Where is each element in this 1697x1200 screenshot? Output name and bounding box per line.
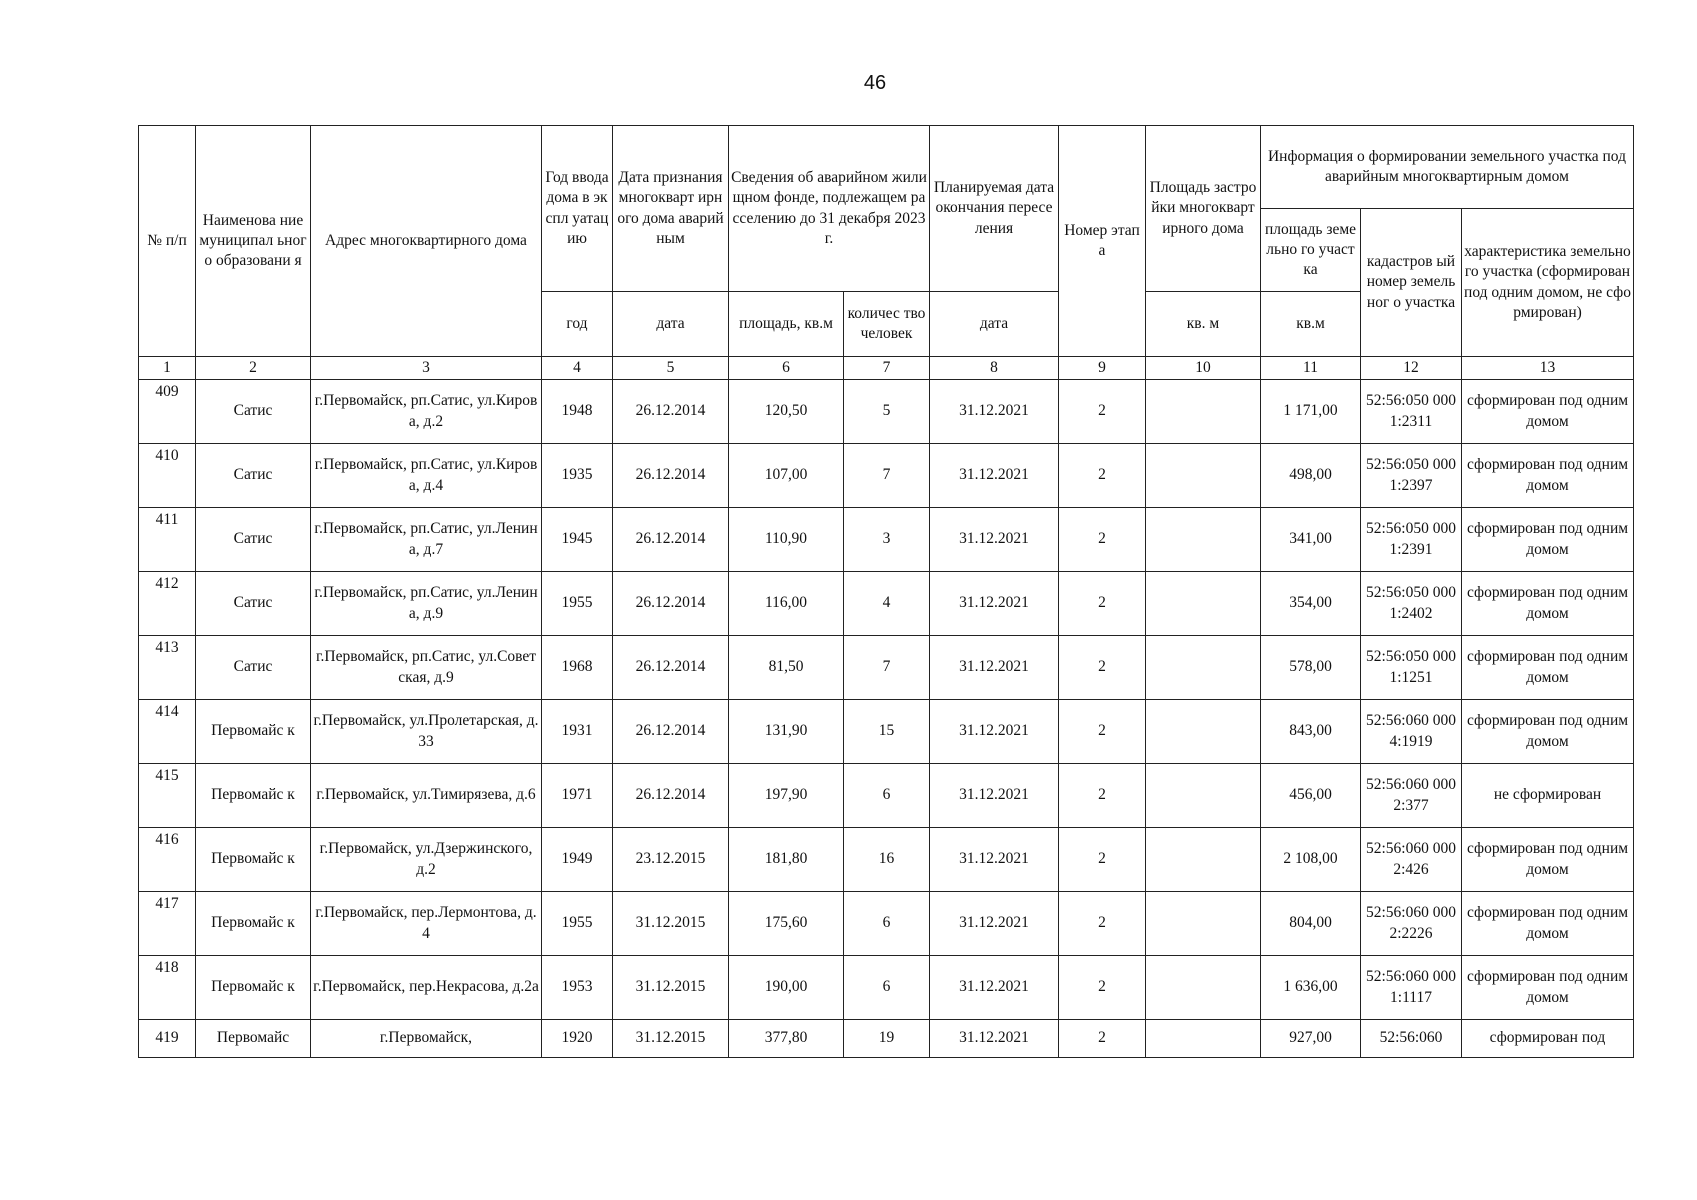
- column-number: 11: [1261, 357, 1361, 380]
- cell-characteristic: сформирован под одним домом: [1462, 956, 1634, 1020]
- cell-municipality: Сатис: [196, 572, 311, 636]
- cell-date: 31.12.2015: [613, 892, 729, 956]
- cell-building-area: [1146, 380, 1261, 444]
- header-emergency-date: Дата признания многокварт ирного дома аварийным: [613, 126, 729, 292]
- cell-cadastral: 52:56:050 0001:2402: [1361, 572, 1462, 636]
- header-stage-number: Номер этапа: [1059, 126, 1146, 357]
- table-header: [139, 126, 1634, 380]
- cell-building-area: [1146, 764, 1261, 828]
- cell-cadastral: 52:56:060 0004:1919: [1361, 700, 1462, 764]
- cell-characteristic: сформирован под одним домом: [1462, 444, 1634, 508]
- header-cadastral-number: кадастров ый номер земельног о участка: [1361, 209, 1462, 357]
- cell-date: 26.12.2014: [613, 636, 729, 700]
- cell-area: 120,50: [729, 380, 844, 444]
- cell-stage: 2: [1059, 636, 1146, 700]
- cell-area: 197,90: [729, 764, 844, 828]
- table-row: [139, 956, 1634, 1020]
- cell-number: 410: [139, 444, 196, 508]
- cell-stage: 2: [1059, 444, 1146, 508]
- header-unit-building-area: кв. м: [1146, 292, 1261, 357]
- cell-number: 418: [139, 956, 196, 1020]
- cell-end-date: 31.12.2021: [930, 828, 1059, 892]
- cell-people: 6: [844, 764, 930, 828]
- cell-municipality: Первомайс: [196, 1020, 311, 1058]
- cell-address: г.Первомайск, ул.Тимирязева, д.6: [311, 764, 542, 828]
- cell-end-date: 31.12.2021: [930, 380, 1059, 444]
- header-unit-people: количес тво человек: [844, 292, 930, 357]
- cell-address: г.Первомайск, рп.Сатис, ул.Ленина, д.7: [311, 508, 542, 572]
- cell-land-area: 2 108,00: [1261, 828, 1361, 892]
- cell-number: 419: [139, 1020, 196, 1058]
- cell-land-area: 578,00: [1261, 636, 1361, 700]
- cell-cadastral: 52:56:060 0002:426: [1361, 828, 1462, 892]
- cell-cadastral: 52:56:060: [1361, 1020, 1462, 1058]
- cell-stage: 2: [1059, 380, 1146, 444]
- cell-date: 26.12.2014: [613, 700, 729, 764]
- cell-building-area: [1146, 636, 1261, 700]
- cell-year: 1955: [542, 572, 613, 636]
- cell-land-area: 927,00: [1261, 1020, 1361, 1058]
- cell-building-area: [1146, 700, 1261, 764]
- column-number: 12: [1361, 357, 1462, 380]
- cell-municipality: Первомайс к: [196, 700, 311, 764]
- cell-characteristic: сформирован под одним домом: [1462, 380, 1634, 444]
- header-unit-area: площадь, кв.м: [729, 292, 844, 357]
- table-row: [139, 572, 1634, 636]
- cell-cadastral: 52:56:060 0002:377: [1361, 764, 1462, 828]
- cell-date: 31.12.2015: [613, 1020, 729, 1058]
- cell-address: г.Первомайск,: [311, 1020, 542, 1058]
- cell-year: 1968: [542, 636, 613, 700]
- table-row: [139, 508, 1634, 572]
- cell-number: 413: [139, 636, 196, 700]
- cell-building-area: [1146, 572, 1261, 636]
- cell-characteristic: сформирован под одним домом: [1462, 892, 1634, 956]
- header-row-number: № п/п: [139, 126, 196, 357]
- header-planned-end-date: Планируемая дата окончания переселения: [930, 126, 1059, 292]
- cell-date: 31.12.2015: [613, 956, 729, 1020]
- cell-end-date: 31.12.2021: [930, 892, 1059, 956]
- cell-date: 26.12.2014: [613, 764, 729, 828]
- header-land-area: площадь земельно го участка: [1261, 209, 1361, 292]
- cell-land-area: 341,00: [1261, 508, 1361, 572]
- cell-people: 6: [844, 892, 930, 956]
- cell-year: 1948: [542, 380, 613, 444]
- cell-year: 1945: [542, 508, 613, 572]
- cell-end-date: 31.12.2021: [930, 508, 1059, 572]
- cell-cadastral: 52:56:050 0001:2397: [1361, 444, 1462, 508]
- cell-people: 4: [844, 572, 930, 636]
- table-row: [139, 700, 1634, 764]
- cell-end-date: 31.12.2021: [930, 764, 1059, 828]
- cell-municipality: Сатис: [196, 508, 311, 572]
- cell-end-date: 31.12.2021: [930, 444, 1059, 508]
- cell-number: 414: [139, 700, 196, 764]
- cell-stage: 2: [1059, 508, 1146, 572]
- cell-area: 116,00: [729, 572, 844, 636]
- cell-people: 19: [844, 1020, 930, 1058]
- cell-end-date: 31.12.2021: [930, 572, 1059, 636]
- cell-municipality: Первомайс к: [196, 764, 311, 828]
- cell-people: 3: [844, 508, 930, 572]
- cell-area: 107,00: [729, 444, 844, 508]
- cell-end-date: 31.12.2021: [930, 700, 1059, 764]
- header-unit-end-date: дата: [930, 292, 1059, 357]
- table-body: [139, 380, 1634, 1058]
- column-number: 10: [1146, 357, 1261, 380]
- cell-end-date: 31.12.2021: [930, 636, 1059, 700]
- cell-number: 409: [139, 380, 196, 444]
- cell-year: 1931: [542, 700, 613, 764]
- cell-land-area: 456,00: [1261, 764, 1361, 828]
- cell-year: 1955: [542, 892, 613, 956]
- column-numbers-row: [139, 357, 1634, 380]
- cell-year: 1949: [542, 828, 613, 892]
- column-number: 8: [930, 357, 1059, 380]
- cell-area: 190,00: [729, 956, 844, 1020]
- cell-municipality: Сатис: [196, 380, 311, 444]
- cell-stage: 2: [1059, 828, 1146, 892]
- cell-number: 417: [139, 892, 196, 956]
- cell-address: г.Первомайск, ул.Пролетарская, д.33: [311, 700, 542, 764]
- header-unit-date: дата: [613, 292, 729, 357]
- cell-area: 175,60: [729, 892, 844, 956]
- cell-municipality: Первомайс к: [196, 892, 311, 956]
- column-number: 1: [139, 357, 196, 380]
- table-row: [139, 1020, 1634, 1058]
- cell-people: 6: [844, 956, 930, 1020]
- cell-people: 5: [844, 380, 930, 444]
- cell-land-area: 804,00: [1261, 892, 1361, 956]
- cell-cadastral: 52:56:060 0002:2226: [1361, 892, 1462, 956]
- cell-area: 377,80: [729, 1020, 844, 1058]
- cell-characteristic: сформирован под одним домом: [1462, 700, 1634, 764]
- cell-people: 7: [844, 444, 930, 508]
- cell-address: г.Первомайск, рп.Сатис, ул.Ленина, д.9: [311, 572, 542, 636]
- cell-date: 26.12.2014: [613, 572, 729, 636]
- cell-area: 81,50: [729, 636, 844, 700]
- column-number: 7: [844, 357, 930, 380]
- cell-land-area: 498,00: [1261, 444, 1361, 508]
- cell-cadastral: 52:56:050 0001:2311: [1361, 380, 1462, 444]
- cell-stage: 2: [1059, 892, 1146, 956]
- column-number: 6: [729, 357, 844, 380]
- cell-number: 411: [139, 508, 196, 572]
- header-address: Адрес многоквартирного дома: [311, 126, 542, 357]
- cell-date: 23.12.2015: [613, 828, 729, 892]
- cell-stage: 2: [1059, 956, 1146, 1020]
- cell-end-date: 31.12.2021: [930, 1020, 1059, 1058]
- cell-characteristic: сформирован под одним домом: [1462, 636, 1634, 700]
- cell-building-area: [1146, 1020, 1261, 1058]
- cell-cadastral: 52:56:050 0001:1251: [1361, 636, 1462, 700]
- cell-building-area: [1146, 828, 1261, 892]
- cell-address: г.Первомайск, рп.Сатис, ул.Советская, д.9: [311, 636, 542, 700]
- cell-year: 1935: [542, 444, 613, 508]
- cell-end-date: 31.12.2021: [930, 956, 1059, 1020]
- cell-characteristic: сформирован под одним домом: [1462, 572, 1634, 636]
- cell-building-area: [1146, 892, 1261, 956]
- cell-year: 1953: [542, 956, 613, 1020]
- cell-characteristic: сформирован под одним домом: [1462, 828, 1634, 892]
- cell-area: 131,90: [729, 700, 844, 764]
- header-emergency-fund: Сведения об аварийном жилищном фонде, подлежащем расселению до 31 декабря 2023 г.: [729, 126, 930, 292]
- table-row: [139, 380, 1634, 444]
- cell-date: 26.12.2014: [613, 444, 729, 508]
- cell-characteristic: не сформирован: [1462, 764, 1634, 828]
- cell-stage: 2: [1059, 1020, 1146, 1058]
- header-building-area: Площадь застройки многокварт ирного дома: [1146, 126, 1261, 292]
- cell-land-area: 843,00: [1261, 700, 1361, 764]
- cell-characteristic: сформирован под: [1462, 1020, 1634, 1058]
- cell-people: 7: [844, 636, 930, 700]
- cell-land-area: 1 636,00: [1261, 956, 1361, 1020]
- column-number: 3: [311, 357, 542, 380]
- cell-municipality: Сатис: [196, 636, 311, 700]
- cell-land-area: 1 171,00: [1261, 380, 1361, 444]
- cell-number: 416: [139, 828, 196, 892]
- cell-municipality: Первомайс к: [196, 828, 311, 892]
- table-row: [139, 636, 1634, 700]
- column-number: 9: [1059, 357, 1146, 380]
- table-row: [139, 892, 1634, 956]
- cell-address: г.Первомайск, рп.Сатис, ул.Кирова, д.2: [311, 380, 542, 444]
- header-year-built: Год ввода дома в экспл уатац ию: [542, 126, 613, 292]
- header-land-plot-info: Информация о формировании земельного участка под аварийным многоквартирным домом: [1261, 126, 1634, 209]
- cell-building-area: [1146, 508, 1261, 572]
- cell-building-area: [1146, 956, 1261, 1020]
- cell-cadastral: 52:56:050 0001:2391: [1361, 508, 1462, 572]
- header-unit-year: год: [542, 292, 613, 357]
- cell-municipality: Первомайс к: [196, 956, 311, 1020]
- cell-address: г.Первомайск, пер.Лермонтова, д.4: [311, 892, 542, 956]
- cell-area: 181,80: [729, 828, 844, 892]
- cell-municipality: Сатис: [196, 444, 311, 508]
- cell-people: 16: [844, 828, 930, 892]
- cell-number: 412: [139, 572, 196, 636]
- column-number: 2: [196, 357, 311, 380]
- column-number: 13: [1462, 357, 1634, 380]
- cell-year: 1920: [542, 1020, 613, 1058]
- cell-stage: 2: [1059, 700, 1146, 764]
- header-municipality: Наименова ние муниципал ьного образовани я: [196, 126, 311, 357]
- cell-number: 415: [139, 764, 196, 828]
- cell-date: 26.12.2014: [613, 508, 729, 572]
- cell-land-area: 354,00: [1261, 572, 1361, 636]
- table-row: [139, 444, 1634, 508]
- table-row: [139, 764, 1634, 828]
- cell-date: 26.12.2014: [613, 380, 729, 444]
- cell-stage: 2: [1059, 764, 1146, 828]
- cell-year: 1971: [542, 764, 613, 828]
- cell-building-area: [1146, 444, 1261, 508]
- cell-address: г.Первомайск, ул.Дзержинского, д.2: [311, 828, 542, 892]
- column-number: 5: [613, 357, 729, 380]
- cell-address: г.Первомайск, пер.Некрасова, д.2а: [311, 956, 542, 1020]
- column-number: 4: [542, 357, 613, 380]
- header-unit-land-area: кв.м: [1261, 292, 1361, 357]
- table-row: [139, 828, 1634, 892]
- page-number: 46: [863, 72, 887, 94]
- cell-stage: 2: [1059, 572, 1146, 636]
- cell-characteristic: сформирован под одним домом: [1462, 508, 1634, 572]
- cell-area: 110,90: [729, 508, 844, 572]
- cell-people: 15: [844, 700, 930, 764]
- cell-address: г.Первомайск, рп.Сатис, ул.Кирова, д.4: [311, 444, 542, 508]
- resettlement-table: [138, 125, 1634, 1058]
- header-land-characteristic: характеристика земельного участка (сформирован под одним домом, не сформирован): [1462, 209, 1634, 357]
- cell-cadastral: 52:56:060 0001:1117: [1361, 956, 1462, 1020]
